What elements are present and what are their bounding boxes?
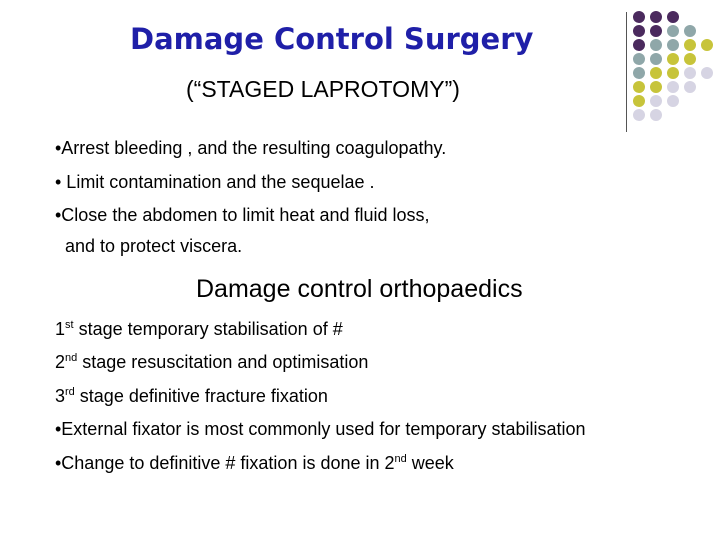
decor-dot (633, 67, 645, 79)
bullet-limit-contamination: • Limit contamination and the sequelae . (55, 172, 375, 192)
decor-dot (633, 39, 645, 51)
decor-dot (650, 11, 662, 23)
decor-dot (650, 109, 662, 121)
definitive-fixation-ordinal: nd (394, 453, 407, 465)
stage-1-line (55, 319, 343, 340)
decor-dot (667, 95, 679, 107)
decor-dot (633, 109, 645, 121)
decor-dot (667, 25, 679, 37)
decor-dot (667, 53, 679, 65)
stage-number: 2 (55, 352, 66, 372)
decor-dot (633, 53, 645, 65)
stage-3-line (55, 386, 328, 407)
definitive-fixation-suffix: week (406, 453, 454, 473)
decor-dot (650, 53, 662, 65)
stage-ordinal: st (65, 319, 74, 331)
decor-dot (633, 95, 645, 107)
decor-dot (667, 39, 679, 51)
bullet-protect-viscera: and to protect viscera. (65, 236, 243, 256)
decor-dot (684, 67, 696, 79)
stage-ordinal: nd (65, 352, 78, 364)
decor-dot (684, 25, 696, 37)
decor-dot (650, 39, 662, 51)
stage-2-line (55, 352, 368, 373)
decor-dot (684, 81, 696, 93)
stage-number: 1 (55, 319, 66, 339)
decor-dot (701, 39, 713, 51)
decor-dot (650, 95, 662, 107)
ortho-heading: Damage control orthopaedics (196, 275, 523, 303)
decor-dot (684, 53, 696, 65)
decor-dot (633, 11, 645, 23)
decorative-divider (626, 12, 627, 132)
stage-text: stage definitive fracture fixation (74, 386, 328, 406)
stage-text: stage temporary stabilisation of # (73, 319, 343, 339)
decor-dot (667, 11, 679, 23)
decor-dot (684, 39, 696, 51)
decor-dot (633, 25, 645, 37)
bullet-external-fixator: •External fixator is most commonly used for temporary stabilisation (55, 419, 586, 439)
stage-text: stage resuscitation and optimisation (77, 352, 369, 372)
decor-dot (667, 67, 679, 79)
definitive-fixation-text: •Change to definitive # fixation is done in 2 (55, 453, 395, 473)
stage-number: 3 (55, 386, 66, 406)
bullet-close-abdomen: •Close the abdomen to limit heat and fluid loss, (55, 205, 430, 225)
decor-dot (701, 67, 713, 79)
stage-ordinal: rd (65, 386, 75, 398)
slide-subtitle: (“STAGED LAPROTOMY”) (186, 76, 460, 102)
bullet-definitive-fixation (55, 453, 454, 474)
decor-dot (650, 25, 662, 37)
decor-dot (650, 67, 662, 79)
decor-dot (650, 81, 662, 93)
bullet-arrest-bleeding: •Arrest bleeding , and the resulting coagulopathy. (55, 138, 447, 158)
decor-dot (633, 81, 645, 93)
decor-dot (667, 81, 679, 93)
slide-title: Damage Control Surgery (130, 22, 534, 56)
